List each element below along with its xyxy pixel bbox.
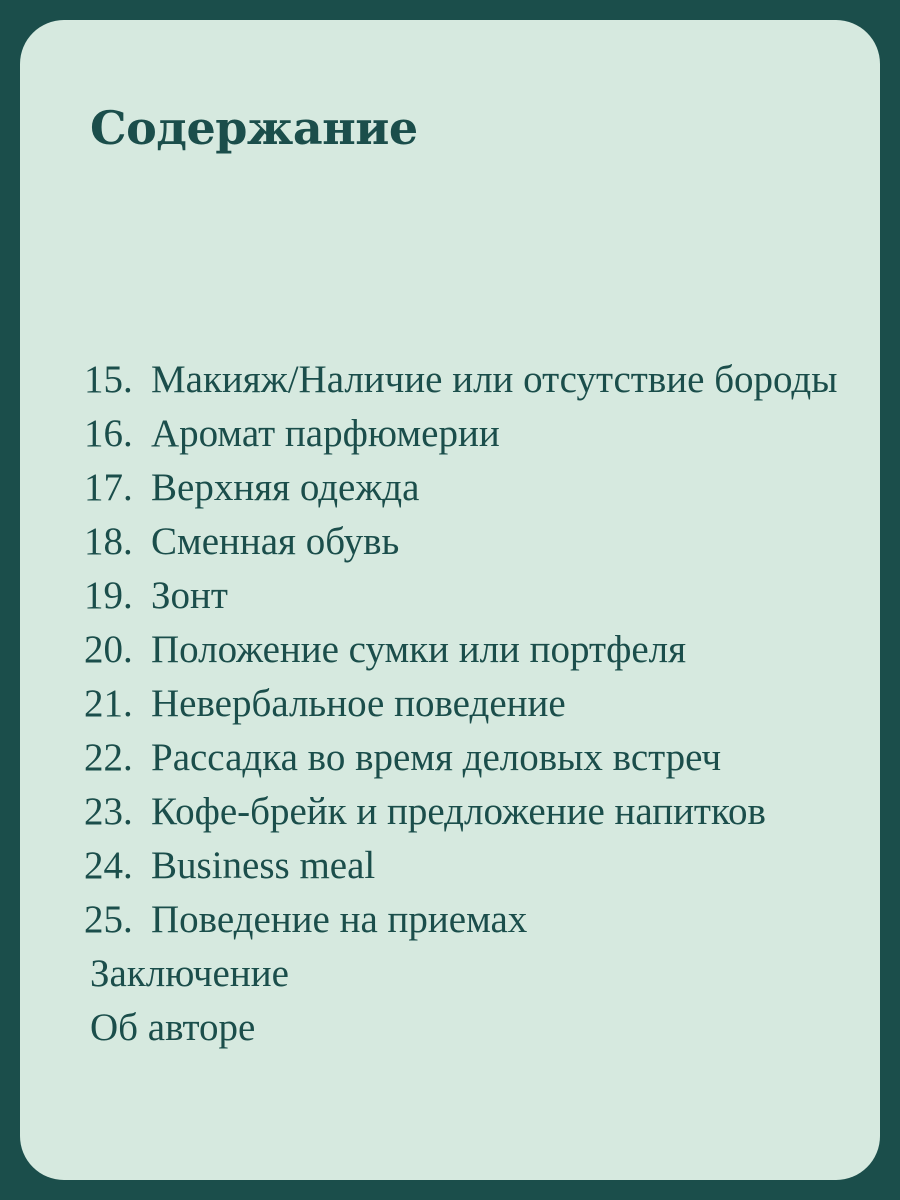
toc-item[interactable]: [84, 358, 864, 402]
toc-item[interactable]: [84, 466, 864, 510]
toc-item-title: Сменная обувь: [151, 520, 400, 563]
toc-item-title: Поведение на приемах: [151, 898, 528, 941]
toc-item-number: 18.: [84, 520, 133, 563]
toc-item-number: 24.: [84, 844, 133, 887]
toc-item-number: 19.: [84, 574, 133, 617]
content-card: [20, 20, 880, 1180]
toc-item-number: 21.: [84, 682, 133, 725]
toc-item[interactable]: [84, 898, 864, 942]
toc-item[interactable]: [84, 520, 864, 564]
toc-item[interactable]: [84, 412, 864, 456]
toc-item[interactable]: [84, 844, 864, 888]
table-of-contents: [84, 358, 864, 1060]
toc-item-title: Верхняя одежда: [151, 466, 420, 509]
toc-item-title: Зонт: [151, 574, 228, 617]
toc-item[interactable]: [84, 736, 864, 780]
toc-item-number: 16.: [84, 412, 133, 455]
toc-item-title: Аромат парфюмерии: [151, 412, 500, 455]
toc-item-title: Заключение: [90, 952, 289, 995]
toc-item-number: 23.: [84, 790, 133, 833]
toc-item-title: Макияж/Наличие или отсутствие бороды: [151, 358, 838, 401]
toc-item-number: 17.: [84, 466, 133, 509]
toc-item-title: Положение сумки или портфеля: [151, 628, 687, 671]
page-title: Содержание: [90, 101, 418, 155]
toc-item-number: 22.: [84, 736, 133, 779]
toc-item-title: Business meal: [151, 844, 376, 887]
toc-item-number: 25.: [84, 898, 133, 941]
toc-item-number: 15.: [84, 358, 133, 401]
toc-item[interactable]: [84, 628, 864, 672]
toc-item[interactable]: [84, 574, 864, 618]
toc-item-number: 20.: [84, 628, 133, 671]
toc-item[interactable]: [84, 790, 864, 834]
toc-item[interactable]: [84, 682, 864, 726]
toc-item-title: Рассадка во время деловых встреч: [151, 736, 722, 779]
toc-item-title: Кофе-брейк и предложение напитков: [151, 790, 766, 833]
toc-item-title: Невербальное поведение: [151, 682, 566, 725]
toc-item-title: Об авторе: [90, 1006, 256, 1049]
toc-item-about-author[interactable]: [84, 1006, 864, 1050]
toc-item-conclusion[interactable]: [84, 952, 864, 996]
